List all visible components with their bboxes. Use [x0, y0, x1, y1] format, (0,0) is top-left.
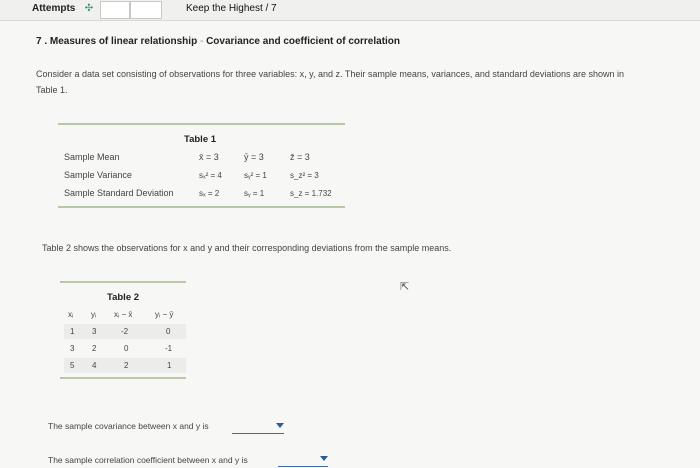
table1-bottom-rule	[58, 206, 345, 208]
table1-cell-x: x̄ = 3	[199, 152, 219, 162]
title-separator: -	[199, 36, 204, 47]
chevron-down-icon	[320, 456, 328, 461]
table1-cell-z: s_z = 1.732	[290, 189, 332, 198]
question-title-main: Measures of linear relationship	[49, 36, 198, 47]
table1-cell-y: sᵧ = 1	[244, 189, 265, 198]
table2-intro: Table 2 shows the observations for x and y and their corresponding deviations from the sample means.	[42, 243, 452, 253]
table2-cell: 1	[167, 361, 172, 370]
table1-cell-z: z̄ = 3	[290, 152, 310, 162]
table1-row-label: Sample Mean	[64, 152, 120, 162]
covariance-label: The sample covariance between x and y is	[48, 421, 209, 431]
table1-cell-x: sₓ = 2	[199, 189, 220, 198]
table1-row-label: Sample Standard Deviation	[64, 188, 174, 198]
covariance-dropdown[interactable]	[232, 421, 284, 434]
intro-paragraph	[36, 66, 686, 98]
table2-header: xᵢ	[68, 310, 74, 319]
table2-cell: -2	[121, 327, 129, 336]
question-subtitle: Covariance and coefficient of correlation	[206, 36, 401, 47]
table1-top-rule	[58, 123, 345, 125]
table2-cell: -1	[165, 344, 173, 353]
table1-title: Table 1	[184, 134, 217, 145]
table2-header: yᵢ − ȳ	[155, 310, 174, 319]
mouse-cursor-icon: ⇱	[400, 281, 410, 293]
intro-line-1: Consider a data set consisting of observations for three variables: x, y, and z. Their sample means, variances, and standard deviations are shown in	[36, 69, 624, 79]
table1-cell-y: ȳ = 3	[244, 152, 264, 162]
table1-row-label: Sample Variance	[64, 170, 132, 180]
table2-top-rule	[60, 281, 186, 283]
table2-title: Table 2	[107, 292, 140, 303]
intro-line-2: Table 1.	[36, 85, 68, 95]
table2-cell: 2	[92, 344, 97, 353]
attempt-box-2	[130, 1, 162, 19]
table2-cell: 3	[70, 344, 75, 353]
table2-header: yᵢ	[91, 310, 97, 319]
attempt-box-1	[100, 1, 130, 19]
attempts-spinner-icon[interactable]: ✣	[84, 3, 94, 14]
table2-cell: 5	[70, 361, 75, 370]
table1-cell-y: sᵧ² = 1	[244, 171, 267, 180]
table2-cell: 4	[92, 361, 97, 370]
table1-cell-z: s_z² = 3	[290, 171, 319, 180]
table2-cell: 3	[92, 327, 97, 336]
table2-header: xᵢ − x̄	[114, 310, 133, 319]
question-title	[36, 36, 400, 47]
correlation-label: The sample correlation coefficient between x and y is	[48, 455, 248, 465]
question-number: 7 .	[36, 36, 48, 47]
correlation-dropdown[interactable]	[278, 454, 328, 467]
table2-cell: 1	[70, 327, 75, 336]
keep-highest-label: Keep the Highest / 7	[186, 3, 277, 14]
table2-cell: 2	[124, 361, 129, 370]
table2-cell: 0	[166, 327, 171, 336]
table1-cell-x: sₓ² = 4	[199, 171, 222, 180]
attempts-label: Attempts	[32, 3, 76, 14]
table2-bottom-rule	[60, 377, 186, 379]
attempts-bar	[0, 0, 700, 21]
table2-cell: 0	[124, 344, 129, 353]
chevron-down-icon	[276, 423, 284, 428]
